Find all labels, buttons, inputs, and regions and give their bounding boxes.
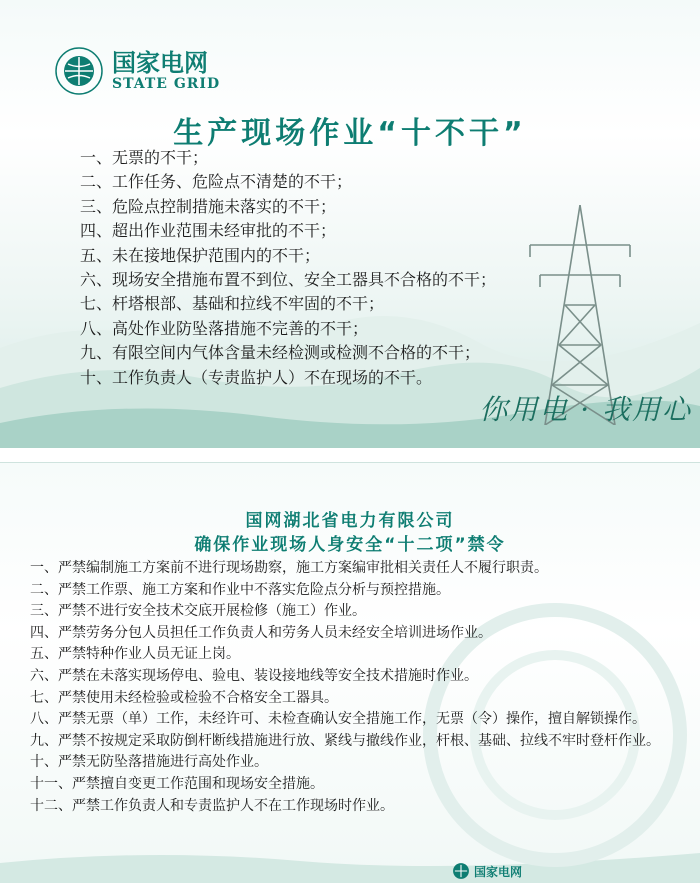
list-item: 九、有限空间内气体含量未经检测或检测不合格的不干；	[80, 343, 481, 363]
list-item: 十、工作负责人（专责监护人）不在现场的不干。	[80, 367, 433, 387]
list-item: 一、无票的不干；	[80, 148, 209, 167]
brand-name-cn: 国家电网	[112, 49, 208, 77]
list-item: 二、严禁工作票、施工方案和作业中不落实危险点分析与预控措施。	[30, 581, 450, 598]
state-grid-logo-small	[452, 862, 522, 880]
state-grid-logo	[54, 46, 220, 96]
list-item: 十一、严禁擅自变更工作范围和现场安全措施。	[30, 775, 324, 792]
list-item: 七、严禁使用未经检验或检验不合格安全工器具。	[30, 689, 338, 706]
company-name: 国网湖北省电力有限公司	[245, 511, 455, 531]
top-card-title: 生产现场作业“十不干”	[173, 116, 527, 151]
list-item: 六、现场安全措施布置不到位、安全工器具不合格的不干；	[80, 270, 497, 290]
slogan: 你用电 · 我用心	[479, 393, 692, 426]
list-item: 八、高处作业防坠落措施不完善的不干；	[80, 318, 369, 338]
list-item: 六、严禁在未落实现场停电、验电、装设接地线等安全技术措施时作业。	[30, 667, 478, 684]
brand-name-en: STATE GRID	[112, 76, 221, 92]
list-item: 五、严禁特种作业人员无证上岗。	[30, 646, 240, 663]
list-item: 五、未在接地保护范围内的不干；	[80, 245, 321, 265]
list-item: 八、严禁无票（单）工作，未经许可、未检查确认安全措施工作，无票（令）操作，擅自解锁操作。	[30, 711, 646, 728]
state-grid-logo-icon	[54, 46, 104, 96]
list-item: 十二、严禁工作负责人和专责监护人不在工作现场时作业。	[30, 797, 394, 814]
list-item: 一、严禁编制施工方案前不进行现场勘察，施工方案编审批相关责任人不履行职责。	[30, 560, 548, 576]
list-item: 二、工作任务、危险点不清楚的不干；	[80, 172, 353, 192]
list-item: 四、严禁劳务分包人员担任工作负责人和劳务人员未经安全培训进场作业。	[30, 624, 492, 641]
ten-dont-list	[80, 146, 496, 390]
state-grid-logo-icon	[452, 862, 470, 880]
list-item: 十、严禁无防坠落措施进行高处作业。	[30, 754, 268, 771]
brand-name-cn-small: 国家电网	[474, 864, 523, 879]
list-item: 九、严禁不按规定采取防倒杆断线措施进行放、紧线与撤线作业，杆根、基础、拉线不牢时登杆作业。	[30, 732, 660, 749]
bottom-card-title: 确保作业现场人身安全“十二项”禁令	[194, 535, 506, 555]
list-item: 三、危险点控制措施未落实的不干；	[80, 196, 337, 216]
list-item: 七、杆塔根部、基础和拉线不牢固的不干；	[80, 294, 385, 314]
list-item: 四、超出作业范围未经审批的不干；	[80, 221, 337, 241]
twelve-prohibitions-list	[30, 558, 690, 817]
list-item: 三、严禁不进行安全技术交底开展检修（施工）作业。	[30, 603, 366, 620]
